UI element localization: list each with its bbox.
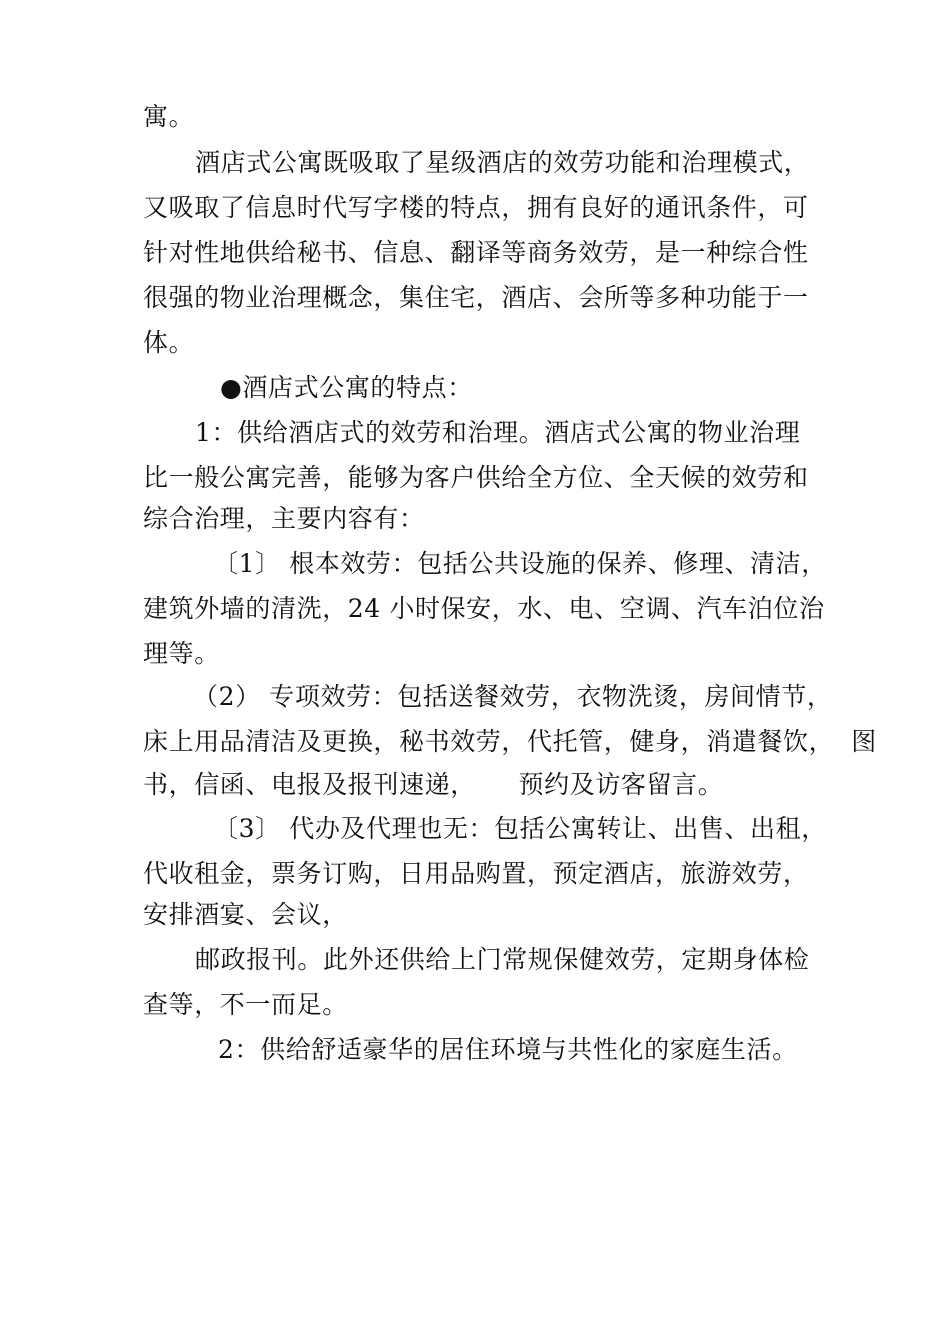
list-item-2-line: 2：供给舒适豪华的居住环境与共性化的家庭生活。 <box>218 1035 798 1064</box>
text-line: 针对性地供给秘书、信息、翻译等商务效劳，是一种综合性 <box>143 238 809 267</box>
text-line: 代收租金，票务订购，日用品购置，预定酒店，旅游效劳， <box>143 859 809 888</box>
text-line: 床上用品清洁及更换，秘书效劳，代托管，健身，消遣餐饮， 图 <box>143 727 877 756</box>
text-line: 体。 <box>143 328 195 357</box>
text-line: 邮政报刊。此外还供给上门常规保健效劳，定期身体检 <box>195 945 810 974</box>
text-line: 书，信函、电报及报刊速递， 预约及访客留言。 <box>143 770 724 799</box>
text-line: 很强的物业治理概念，集住宅，酒店、会所等多种功能于一 <box>143 283 809 312</box>
text-line: 理等。 <box>143 639 220 668</box>
section-heading: ●酒店式公寓的特点： <box>220 373 473 402</box>
paragraph-1-line: 酒店式公寓既吸取了星级酒店的效劳功能和治理模式， <box>195 148 810 177</box>
text-line: 建筑外墙的清洗，24 小时保安，水、电、空调、汽车泊位治 <box>143 594 825 623</box>
text-line: 比一般公寓完善，能够为客户供给全方位、全天候的效劳和 <box>143 463 809 492</box>
sub-item-1-line: 〔1〕 根本效劳：包括公共设施的保养、修理、清洁， <box>213 549 827 578</box>
sub-item-2-line: （2） 专项效劳：包括送餐效劳，衣物洗烫，房间情节， <box>193 682 833 711</box>
sub-item-3-line: 〔3〕 代办及代理也无：包括公寓转让、出售、出租， <box>213 814 827 843</box>
text-line: 查等，不一而足。 <box>143 990 348 1019</box>
text-line: 安排酒宴、会议， <box>143 900 348 929</box>
text-line: 综合治理，主要内容有： <box>143 504 425 533</box>
text-line: 又吸取了信息时代写字楼的特点，拥有良好的通讯条件，可 <box>143 193 809 222</box>
list-item-1-line: 1：供给酒店式的效劳和治理。酒店式公寓的物业治理 <box>195 418 801 447</box>
text-line: 寓。 <box>143 102 195 131</box>
